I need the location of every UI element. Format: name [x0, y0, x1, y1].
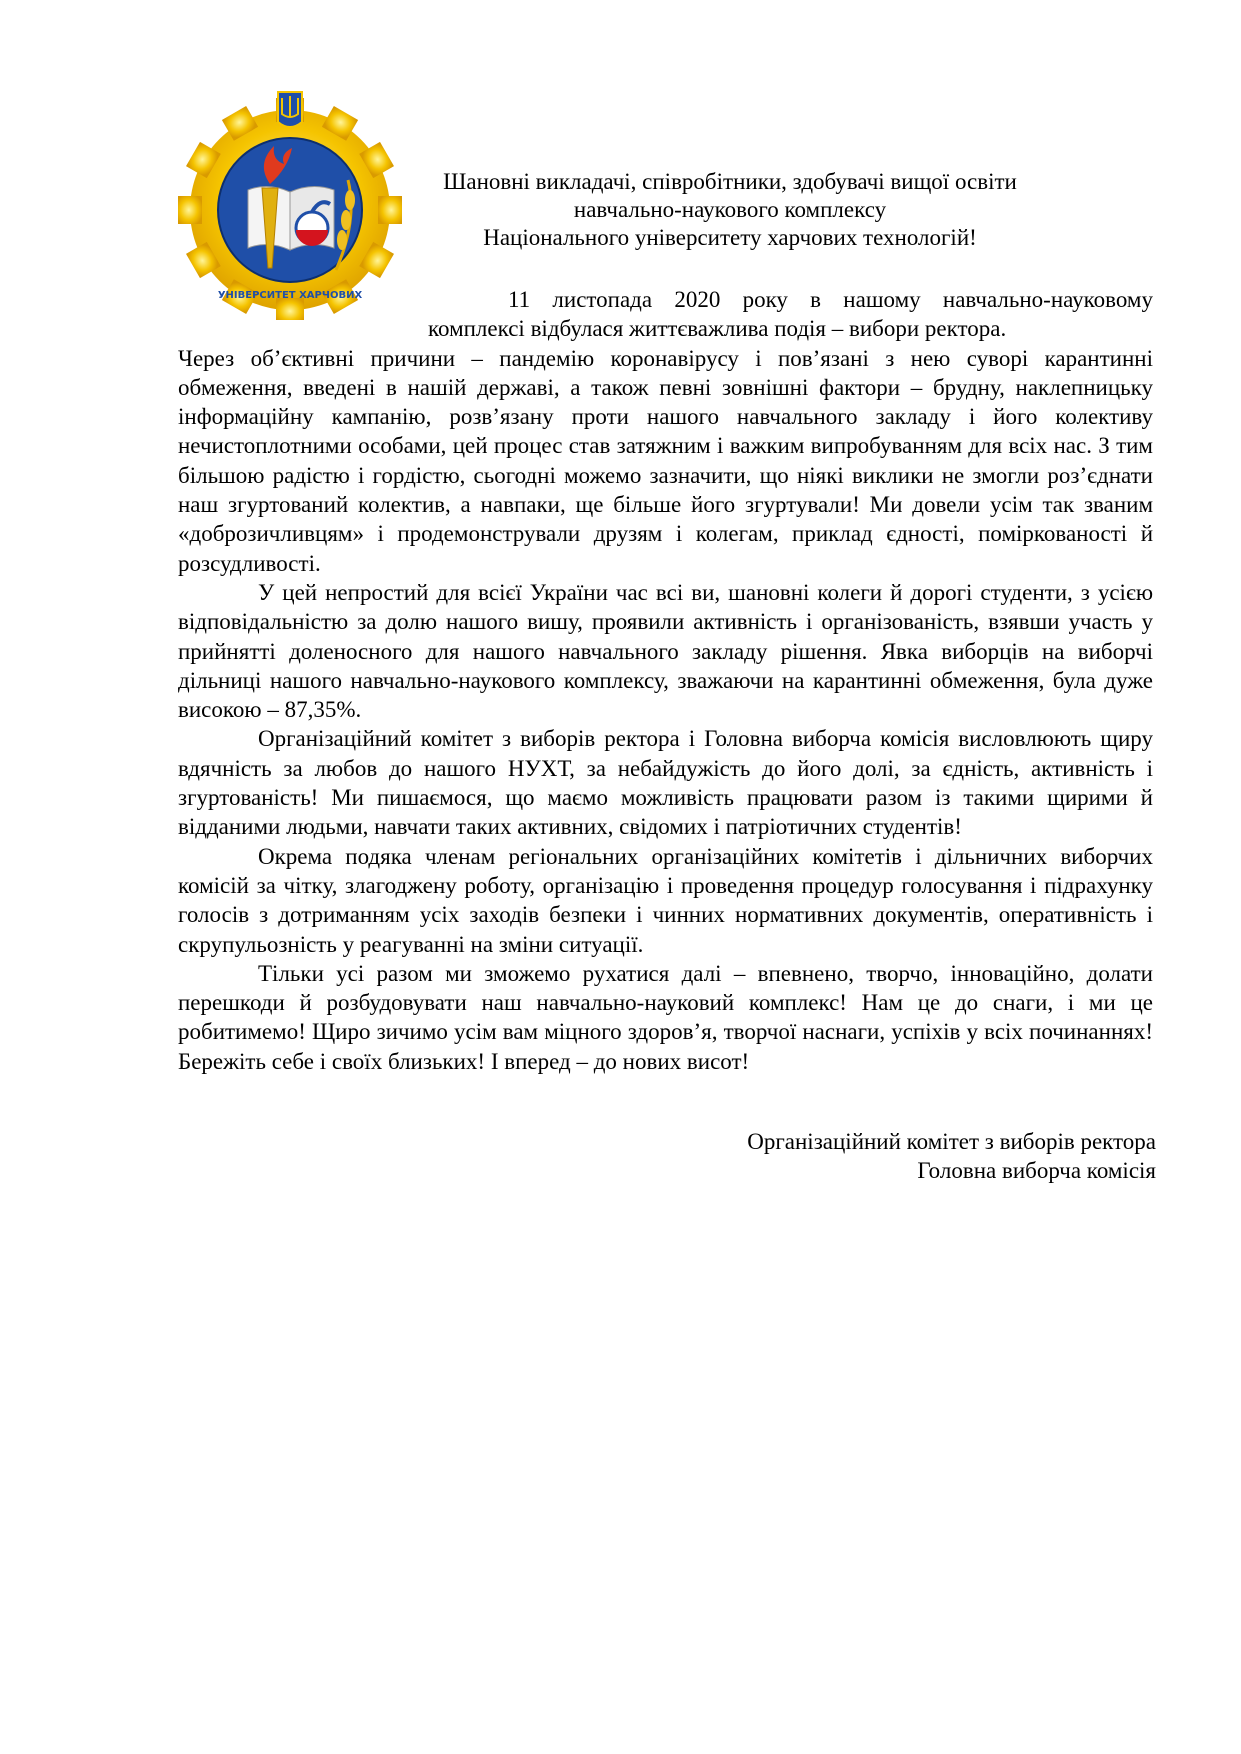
paragraph-2: У цей непростий для всієї України час всі ви, шановні колеги й дорогі студенти, з усією відповідальністю за долю нашого вишу, проявили активність і організованість, взявши участь у прийнятті доленосного для нашого навчального закладу рішення. Явка виборців на виборчі дільниці нашого навчально-наукового комплексу, зважаючи на карантинні обмеження, була дуже високою – 87,35%.	[178, 579, 1153, 723]
signature-line-1: Організаційний комітет з виборів ректора	[747, 1129, 1156, 1154]
signature-line-2: Головна виборча комісія	[917, 1158, 1156, 1183]
university-logo	[178, 80, 408, 320]
trident-icon	[278, 92, 302, 127]
letter-body	[178, 285, 1153, 1076]
letter-heading	[420, 168, 1040, 252]
paragraph-4: Окрема подяка членам регіональних організаційних комітетів і дільничних виборчих комісій за чітку, злагоджену роботу, організацію і проведення процедур голосування і підрахунку голосів з дотриманням усіх заходів безпеки і чинних нормативних документів, оперативність і скрупульозність у реагуванні на зміни ситуації.	[178, 843, 1153, 957]
heading-line-1: Шановні викладачі, співробітники, здобувачі вищої освіти	[443, 169, 1017, 194]
heading-line-2: навчально-наукового комплексу	[573, 197, 887, 222]
signature-block	[747, 1127, 1156, 1185]
paragraph-1: Через об’єктивні причини – пандемію коронавірусу і пов’язані з нею суворі карантинні обмеження, введені в нашій державі, а також певні зовнішні фактори – брудну, наклепницьку інформаційну кампанію, розв’язану проти нашого навчального закладу і його колективу нечистоплотними особами, цей процес став затяжним і важким випробуванням для всіх нас. З тим більшою радістю і гордістю, сьогодні можемо зазначити, що ніякі виклики не змогли роз’єднати наш згуртований колектив, а навпаки, ще більше його згуртували! Ми довели усім так званим «доброзичливцям» і продемонстрували друзям і колегам, приклад єдності, поміркованості й розсудливості.	[178, 345, 1153, 576]
paragraph-5: Тільки усі разом ми зможемо рухатися далі – впевнено, творчо, інноваційно, долати перешкоди й розбудовувати наш навчально-науковий комплекс! Нам це до снаги, і ми це робитимемо! Щиро зичимо усім вам міцного здоров’я, творчої наснаги, успіхів у всіх починаннях! Бережіть себе і своїх близьких! І вперед – до нових висот!	[178, 960, 1153, 1074]
heading-line-3: Національного університету харчових технологій!	[483, 225, 977, 250]
paragraph-1-intro: 11 листопада 2020 року в нашому навчально-науковому комплексі відбулася життєважлива подія – вибори ректора.	[428, 287, 1153, 342]
logo-ring-text: УНІВЕРСИТЕТ ХАРЧОВИХ	[217, 290, 363, 301]
paragraph-3: Організаційний комітет з виборів ректора і Головна виборча комісія висловлюють щиру вдячність за любов до нашого НУХТ, за небайдужість до його долі, за єдність, активність і згуртованість! Ми пишаємося, що маємо можливість працювати разом із такими щирими й відданими людьми, навчати таких активних, свідомих і патріотичних студентів!	[178, 726, 1153, 840]
